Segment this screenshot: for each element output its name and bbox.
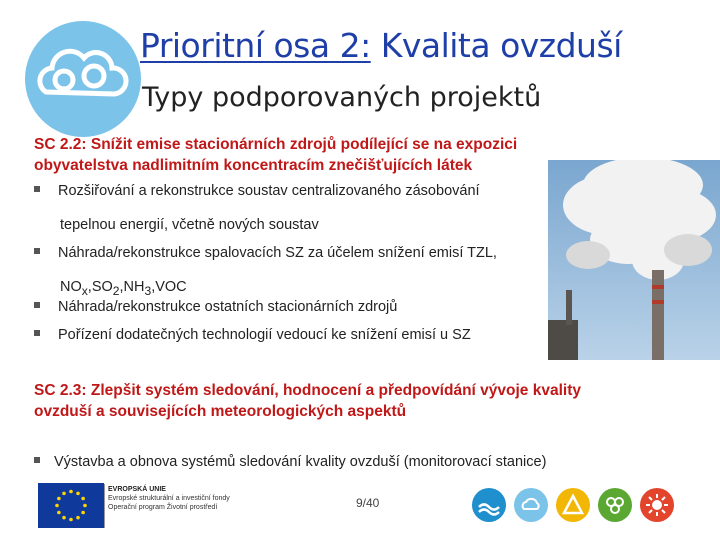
bullet-text-cont: tepelnou energií, včetně nových soustav [60,217,319,233]
cloud-logo-icon [24,20,142,138]
section1-heading-line2: obyvatelstva nadlimitním koncentracím znečišťujících látek [34,157,473,174]
waste-icon [556,488,590,522]
nature-icon [598,488,632,522]
eu-funding-text [108,485,268,512]
formula-sub: 2 [112,283,120,298]
eu-star-icon [83,504,87,508]
eu-star-icon [81,511,85,515]
section2-heading-line1: SC 2.3: Zlepšit systém sledování, hodnocení a předpovídání vývoje kvality [34,382,581,399]
eu-star-icon [55,504,59,508]
page-number: 9/40 [356,496,380,510]
bullet-text: Náhrada/rekonstrukce ostatních stacionárních zdrojů [58,299,398,315]
title-rest: Kvalita ovzduší [370,26,622,65]
eu-star-icon [57,497,61,501]
eu-star-icon [81,497,85,501]
formula-part: ,SO [87,279,113,295]
bullet-text: Náhrada/rekonstrukce spalovacích SZ za účelem snížení emisí TZL, [58,245,497,261]
eu-star-icon [76,516,80,520]
bullet-icon [34,248,40,254]
section2-heading [34,380,581,422]
formula-part: ,VOC [151,279,187,295]
eu-star-icon [62,516,66,520]
list-item [34,174,480,242]
formula-sub: x [81,283,88,298]
page-title [140,26,622,65]
formula-sub: 3 [144,283,152,298]
air-icon [514,488,548,522]
bullet-icon [34,457,40,463]
title-underlined: Prioritní osa 2: [140,26,371,65]
bullet-icon [34,330,40,336]
eu-program: Operační program Životní prostředí [108,504,218,511]
section2-heading-line2: ovzduší a souvisejících meteorologických aspektů [34,403,407,420]
list-item [34,445,546,479]
energy-icon [640,488,674,522]
formula-part: ,NH [119,279,145,295]
eu-subtitle: Evropské strukturální a investiční fondy [108,495,230,502]
divider [104,484,105,528]
eu-star-icon [69,518,73,522]
page-subtitle: Typy podporovaných projektů [142,82,542,113]
section1-heading [34,134,517,176]
chimney-smoke-photo [548,160,720,360]
bullet-text: Rozšiřování a rekonstrukce soustav centralizovaného zásobování [58,183,480,199]
eu-star-icon [57,511,61,515]
bullet-text: Pořízení dodatečných technologií vedoucí ke snížení emisí u SZ [58,327,471,343]
program-icons [472,488,674,522]
list-item [34,318,471,352]
eu-star-icon [76,492,80,496]
water-icon [472,488,506,522]
formula-part: NO [60,279,82,295]
bullet-text: Výstavba a obnova systémů sledování kvality ovzduší (monitorovací stanice) [54,454,547,470]
eu-flag-icon [38,483,104,528]
section1-heading-line1: SC 2.2: Snížit emise stacionárních zdrojů podílející se na expozici [34,136,518,153]
eu-star-icon [69,490,73,494]
eu-title: EVROPSKÁ UNIE [108,486,166,493]
bullet-icon [34,302,40,308]
eu-star-icon [62,492,66,496]
bullet-icon [34,186,40,192]
